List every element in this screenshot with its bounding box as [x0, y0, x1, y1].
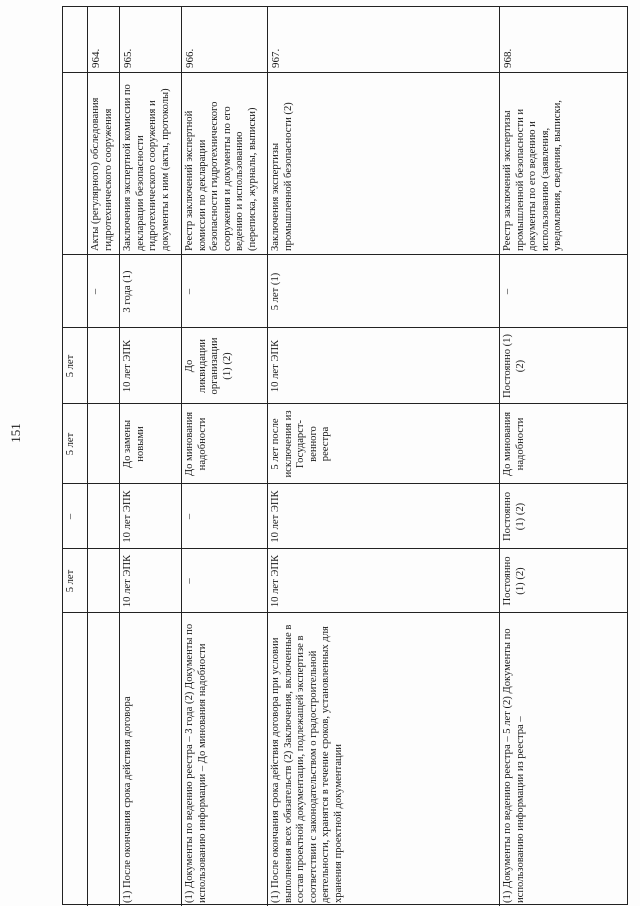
table-row-965	[120, 7, 182, 906]
cell-col4-text: Постоянно (1) (2)	[502, 334, 526, 399]
cell-col5	[500, 403, 627, 483]
cell-title	[500, 72, 627, 254]
cell-col3-text: 5 лет (1)	[270, 272, 281, 311]
cell-col7-text: Постоянно (1) (2)	[502, 556, 526, 606]
cell-col3-text: –	[184, 288, 195, 295]
cell-col3	[120, 254, 181, 327]
cell-col4	[120, 327, 181, 403]
cell-number	[120, 7, 181, 72]
cell-col3-text: 3 года (1)	[122, 270, 133, 313]
cell-title-text: Реестр заключений экспертизы промышленной безопасности и документы по его ведению и использованию (заявления, уведомления, сведения, выписки,	[502, 100, 564, 251]
table-row-header	[63, 7, 88, 906]
cell-col7-text: 10 лет ЭПК	[122, 554, 133, 608]
records-retention-table	[62, 6, 628, 905]
cell-col3	[88, 254, 119, 327]
cell-col4-text: До ликвидации организации (1) (2)	[184, 337, 233, 395]
cell-col6-text: Постоянно (1) (2)	[502, 492, 526, 542]
cell-col6	[268, 483, 499, 548]
cell-title-text: Реестр заключений экспертной комиссии по декларации безопасности гидротехнического сооружения и документы по его ведению и использованию (переписка, журналы, выписки)	[184, 101, 258, 251]
cell-col7-text	[88, 549, 119, 612]
cell-col7	[182, 548, 267, 612]
cell-note-text: (1) Документы по ведению реестра – 5 лет (2) Документы по использованию информации из реестра –	[502, 628, 526, 903]
cell-col5-text: До минования надобности	[184, 411, 208, 477]
cell-number	[268, 7, 499, 72]
cell-col4-text: 10 лет ЭПК	[122, 339, 133, 393]
cell-note	[182, 612, 267, 906]
cell-note	[500, 612, 627, 906]
cell-number-text: 967.	[270, 48, 282, 68]
cell-note	[268, 612, 499, 906]
cell-col4-text	[88, 328, 119, 403]
cell-number-text: 966.	[184, 48, 196, 68]
cell-col4	[268, 327, 499, 403]
cell-number	[88, 7, 119, 72]
cell-col7-text: –	[184, 578, 195, 584]
cell-col7-text: 5 лет	[65, 569, 76, 593]
cell-col5-text: 5 лет после исключения из Государст-венного реестра	[270, 410, 332, 478]
cell-col7	[120, 548, 181, 612]
cell-note	[63, 612, 87, 906]
cell-col6-text: –	[184, 513, 195, 520]
cell-col3	[182, 254, 267, 327]
cell-col6	[120, 483, 181, 548]
cell-col5-text: До минования надобности	[502, 411, 526, 477]
cell-col6	[88, 483, 119, 548]
cell-col3	[63, 254, 87, 327]
cell-col7	[88, 548, 119, 612]
cell-title	[63, 72, 87, 254]
cell-col4	[63, 327, 87, 403]
cell-col3-text: –	[90, 288, 101, 295]
cell-col3-text: –	[502, 288, 513, 295]
cell-note-text: (1) После окончания срока действия договора при условии выполнения всех обязательств (2) Заключения, включенные в состав проектной документации, подлежащей экспертизе в соответствии с законодательством о градостроительной деятельности, хранятся в течение сроков, установленных для хранения проектной документации	[270, 624, 344, 903]
cell-col6	[182, 483, 267, 548]
cell-title-text: Заключения экспертной комиссии по декларации безопасности гидротехнического сооружения и документы к ним (акты, протоколы)	[122, 84, 171, 251]
cell-col5-text: 5 лет	[65, 432, 76, 456]
cell-col4-text: 10 лет ЭПК	[270, 339, 281, 393]
cell-col6	[500, 483, 627, 548]
cell-number-text: 968.	[502, 48, 514, 68]
cell-col5-text: До замены новыми	[122, 419, 146, 469]
cell-col4	[182, 327, 267, 403]
cell-title	[182, 72, 267, 254]
cell-col7-text: 10 лет ЭПК	[270, 554, 281, 608]
cell-title	[268, 72, 499, 254]
cell-col5-text	[88, 404, 119, 483]
table-row-964	[88, 7, 120, 906]
cell-col6-text: 10 лет ЭПК	[270, 490, 281, 543]
cell-col6-text: 10 лет ЭПК	[122, 490, 133, 543]
cell-col7	[63, 548, 87, 612]
cell-col7	[500, 548, 627, 612]
cell-note	[120, 612, 181, 906]
cell-number	[500, 7, 627, 72]
cell-col5	[88, 403, 119, 483]
cell-note-text: (1) После окончания срока действия договора	[122, 696, 133, 903]
cell-col5	[182, 403, 267, 483]
table-row-966	[182, 7, 268, 906]
cell-col4	[88, 327, 119, 403]
cell-number	[182, 7, 267, 72]
cell-number-text: 965.	[122, 48, 134, 68]
cell-number	[63, 7, 87, 72]
cell-col6-text	[88, 484, 119, 548]
cell-title	[88, 72, 119, 254]
cell-col7	[268, 548, 499, 612]
cell-note	[88, 612, 119, 906]
cell-note-text	[88, 613, 119, 906]
cell-col6	[63, 483, 87, 548]
cell-number-text: 964.	[90, 48, 102, 68]
table-row-967	[268, 7, 500, 906]
cell-col4-text: 5 лет	[65, 354, 76, 378]
cell-col4	[500, 327, 627, 403]
cell-col5	[63, 403, 87, 483]
cell-title-text: Заключения экспертизы промышленной безопасности (2)	[270, 102, 294, 251]
cell-col3	[268, 254, 499, 327]
cell-col3	[500, 254, 627, 327]
cell-col5	[268, 403, 499, 483]
cell-note-text: (1) Документы по ведению реестра – 3 года (2) Документы по использованию информации – До минования надобности	[184, 623, 208, 903]
cell-col6-text: –	[65, 513, 76, 520]
cell-title-text: Акты (регулярного) обследования гидротехнического сооружения	[90, 97, 114, 251]
page-number: 151	[8, 423, 23, 443]
cell-title	[120, 72, 181, 254]
table-row-968	[500, 7, 627, 906]
cell-col5	[120, 403, 181, 483]
